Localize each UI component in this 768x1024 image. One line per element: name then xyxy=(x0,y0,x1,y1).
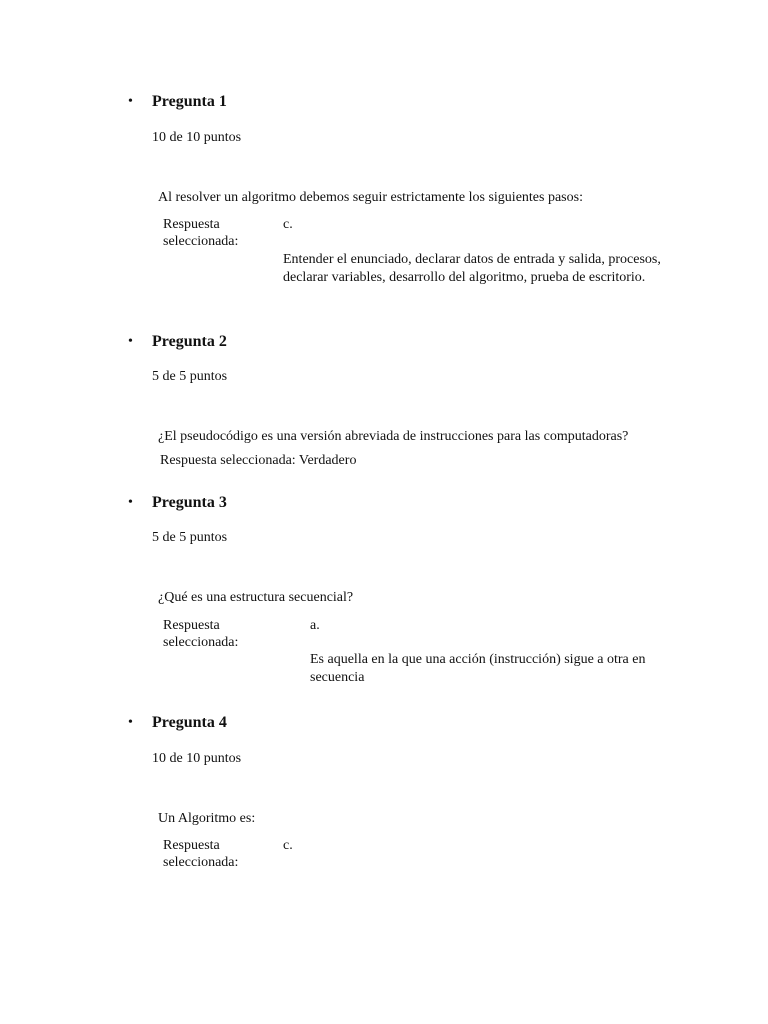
answer-label: Respuesta seleccionada: xyxy=(163,618,239,650)
answer-text: Es aquella en la que una acción (instrucción) sigue a otra en secuencia xyxy=(310,652,646,685)
answer-letter: a. xyxy=(310,618,320,633)
question-points: 5 de 5 puntos xyxy=(152,369,228,384)
answer-letter: c. xyxy=(283,217,293,232)
bullet: • xyxy=(128,715,133,730)
question-text: Al resolver un algoritmo debemos seguir estrictamente los siguientes pasos: xyxy=(158,190,583,205)
answer-text: Entender el enunciado, declarar datos de entrada y salida, procesos, declarar variables, desarrollo del algoritmo, prueba de escritorio. xyxy=(283,252,661,285)
question-text: Un Algoritmo es: xyxy=(158,811,256,826)
question-points: 10 de 10 puntos xyxy=(152,130,242,145)
question-text: ¿El pseudocódigo es una versión abreviada de instrucciones para las computadoras? xyxy=(158,429,629,444)
bullet: • xyxy=(128,94,133,109)
question-title: Pregunta 4 xyxy=(152,714,227,731)
question-points: 5 de 5 puntos xyxy=(152,530,228,545)
answer-letter: c. xyxy=(283,838,293,853)
bullet: • xyxy=(128,334,133,349)
answer-label: Respuesta seleccionada: xyxy=(163,838,239,870)
question-title: Pregunta 3 xyxy=(152,494,227,511)
answer-label: Respuesta seleccionada: xyxy=(163,217,239,249)
question-title: Pregunta 1 xyxy=(152,93,227,110)
bullet: • xyxy=(128,495,133,510)
answer-selected: Respuesta seleccionada: Verdadero xyxy=(160,453,357,468)
question-points: 10 de 10 puntos xyxy=(152,751,242,766)
question-text: ¿Qué es una estructura secuencial? xyxy=(158,590,354,605)
question-title: Pregunta 2 xyxy=(152,333,227,350)
